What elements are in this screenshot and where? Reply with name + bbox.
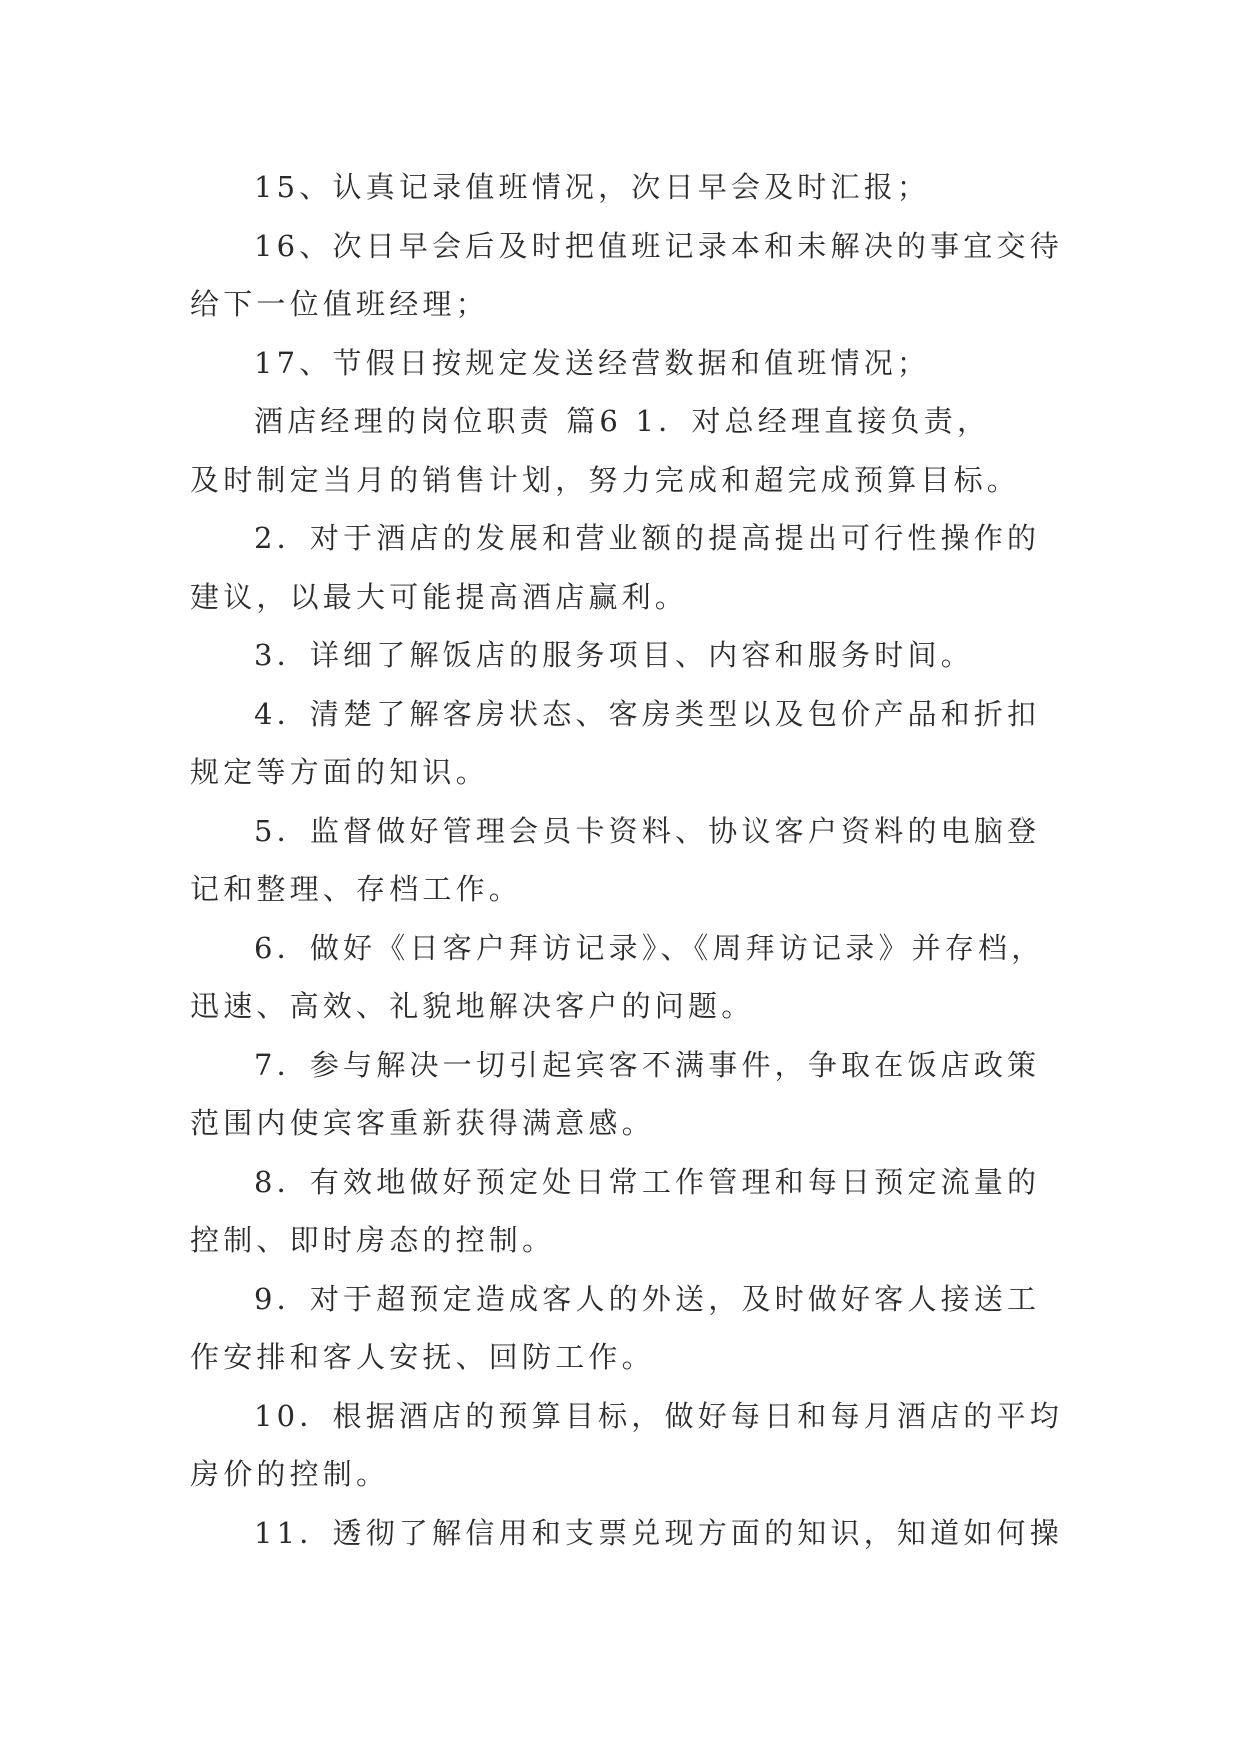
- document-text-line: 记和整理、存档工作。: [190, 872, 523, 906]
- document-text-line: 8．有效地做好预定处日常工作管理和每日预定流量的: [254, 1164, 1041, 1199]
- document-text-line: 酒店经理的岗位职责 篇6 1．对总经理直接负责，: [254, 404, 991, 438]
- document-text-line: 9．对于超预定造成客人的外送，及时做好客人接送工: [254, 1281, 1041, 1316]
- document-text-line: 5．监督做好管理会员卡资料、协议客户资料的电脑登: [254, 813, 1041, 848]
- document-text-line: 迅速、高效、礼貌地解决客户的问题。: [190, 989, 755, 1023]
- document-text-line: 给下一位值班经理；: [190, 287, 489, 321]
- document-text-line: 7．参与解决一切引起宾客不满事件，争取在饭店政策: [254, 1047, 1041, 1082]
- document-text-line: 作安排和客人安抚、回防工作。: [190, 1340, 655, 1374]
- document-text-line: 范围内使宾客重新获得满意感。: [190, 1106, 655, 1140]
- document-text-line: 2．对于酒店的发展和营业额的提高提出可行性操作的: [254, 521, 1041, 555]
- document-text-line: 10．根据酒店的预算目标，做好每日和每月酒店的平均: [254, 1398, 1063, 1433]
- document-text-line: 及时制定当月的销售计划，努力完成和超完成预算目标。: [190, 462, 1021, 497]
- document-text-line: 17、节假日按规定发送经营数据和值班情况；: [254, 345, 931, 380]
- document-text-line: 16、次日早会后及时把值班记录本和未解决的事宜交待: [254, 228, 1063, 263]
- document-text-line: 4．清楚了解客房状态、客房类型以及包价产品和折扣: [254, 696, 1041, 731]
- document-text-line: 15、认真记录值班情况，次日早会及时汇报；: [254, 170, 931, 204]
- document-text-line: 6．做好《日客户拜访记录》、《周拜访记录》并存档，: [254, 930, 1045, 965]
- document-body: [190, 158, 1063, 1562]
- document-text-line: 控制、即时房态的控制。: [190, 1223, 556, 1257]
- document-text-line: 3．详细了解饭店的服务项目、内容和服务时间。: [254, 638, 974, 672]
- document-text-line: 11．透彻了解信用和支票兑现方面的知识，知道如何操: [254, 1515, 1063, 1550]
- document-text-line: 房价的控制。: [190, 1457, 390, 1491]
- document-text-line: 建议，以最大可能提高酒店赢利。: [190, 579, 689, 614]
- document-text-line: 规定等方面的知识。: [190, 755, 489, 789]
